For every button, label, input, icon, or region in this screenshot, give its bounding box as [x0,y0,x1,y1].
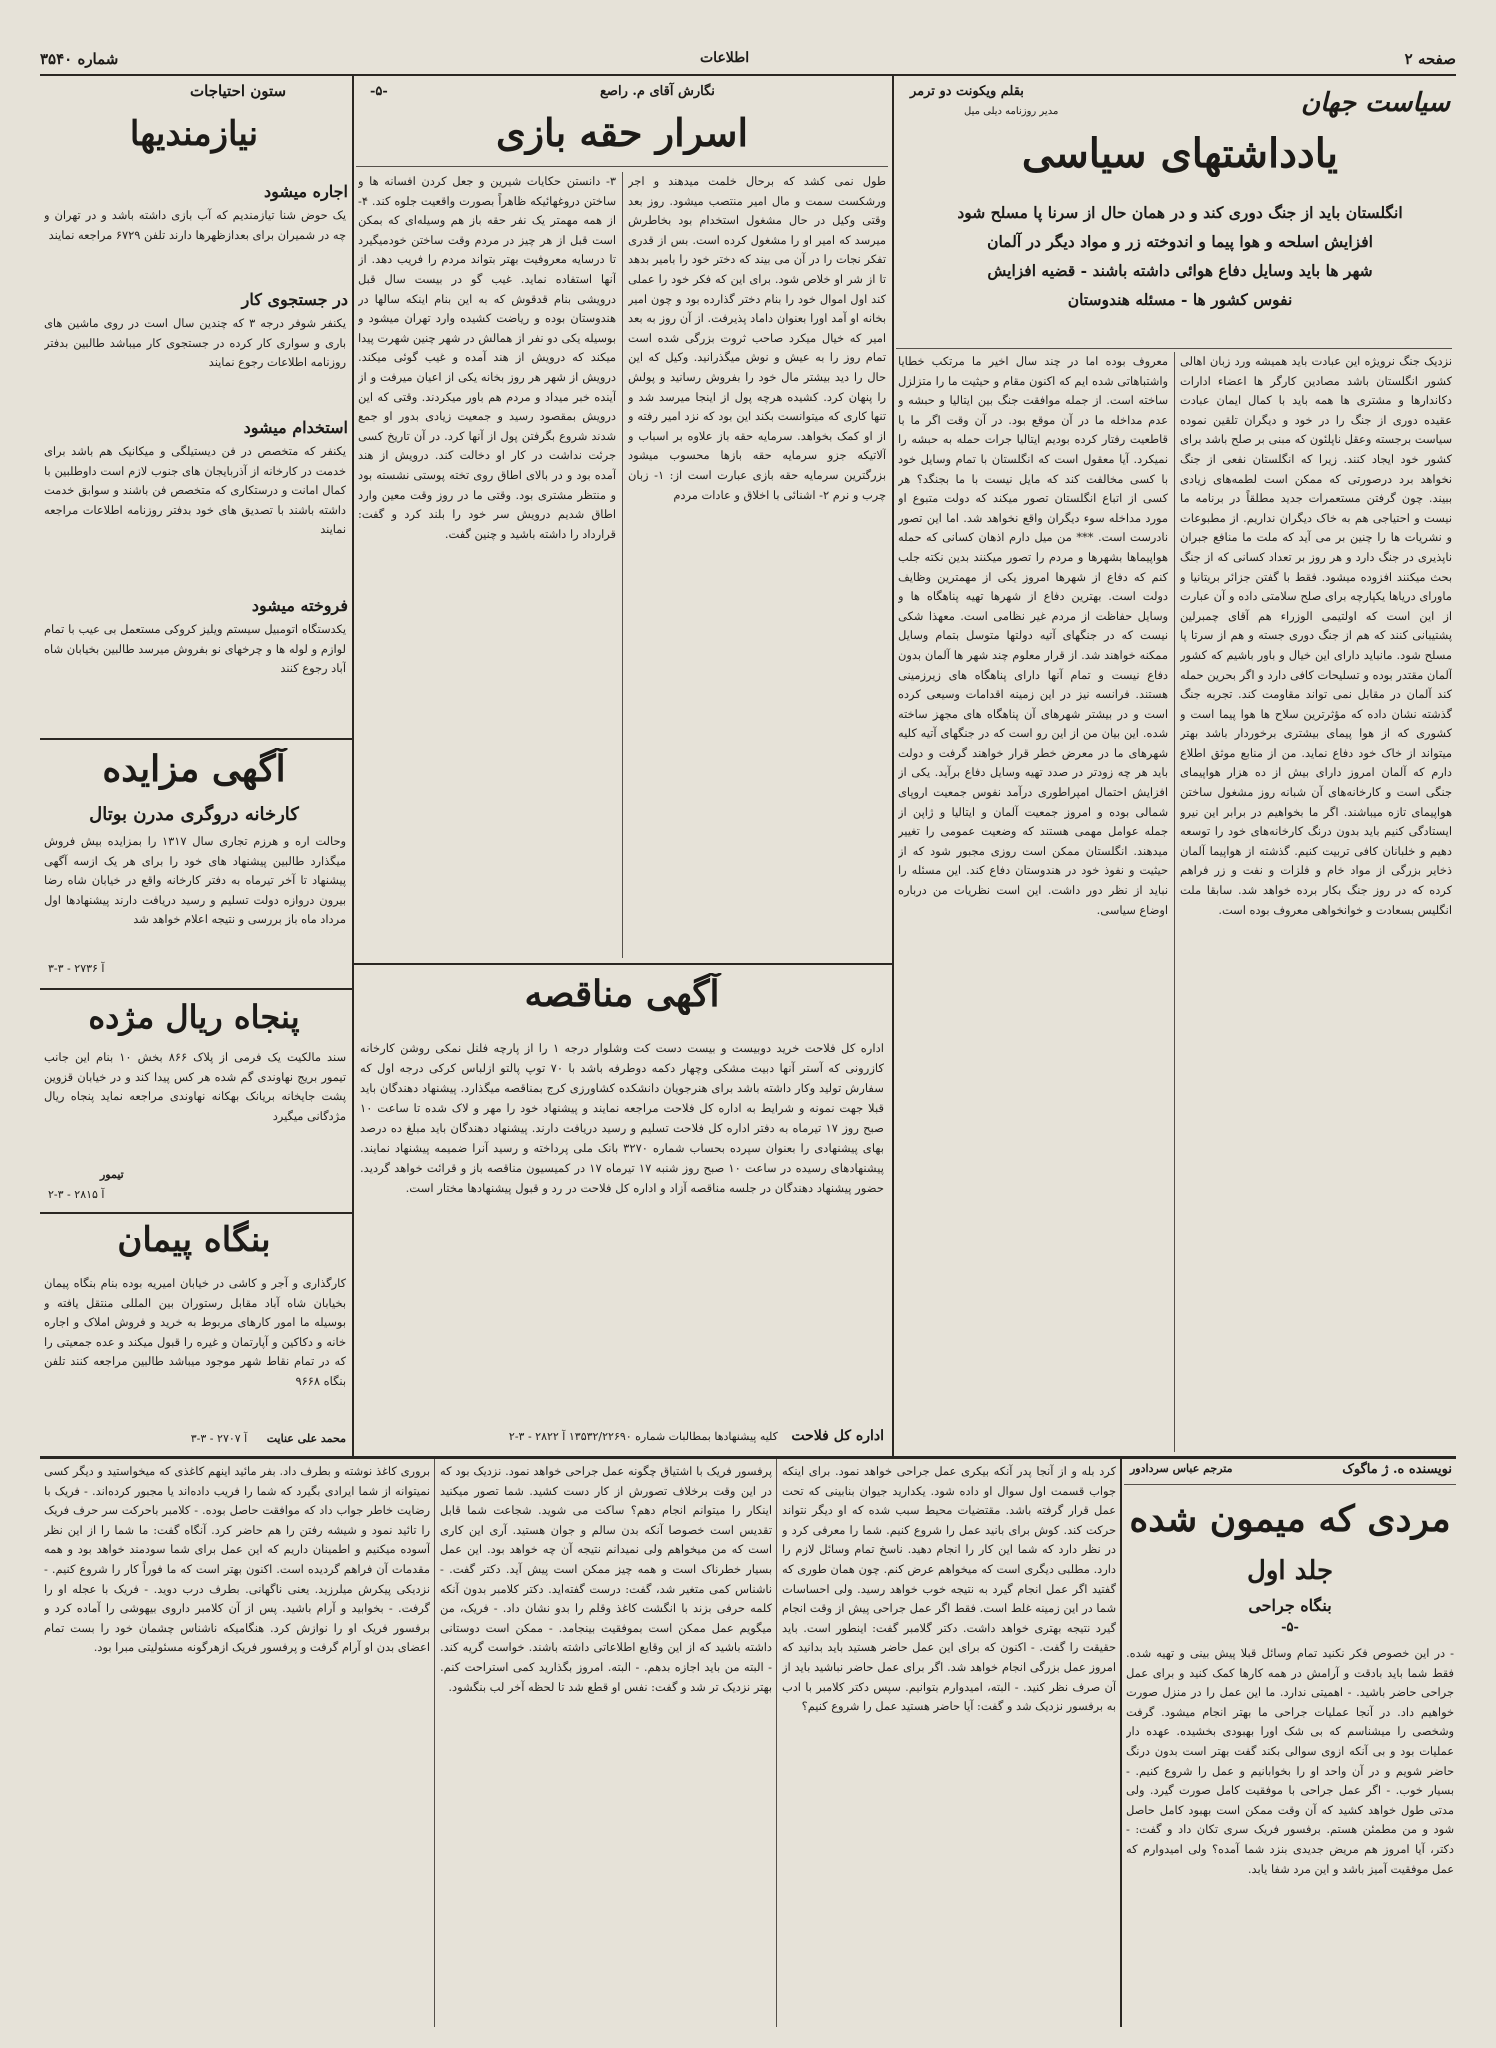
divider-tender-top [352,963,892,965]
peyman-signer: محمد علی عنایت [266,1432,346,1445]
subtitle-line: شهر ها باید وسایل دفاع هوائی داشته باشند - قضیه افزایش [987,261,1373,280]
tender-reference: کلیه پیشنهادها بمطالبات شماره ۱۳۵۳۲/۲۲۶۹۰ آ ۲۸۲۲ - ۳-۲ [508,1430,778,1443]
subtitle-line: نفوس کشور ها - مسئله هندوستان [1067,290,1293,309]
peyman-title: بنگاه پیمان [117,1220,271,1260]
reward-body: سند مالکیت یک فرمی از پلاک ۸۶۶ بخش ۱۰ بنام این جانب تیمور بریج نهاوندی گم شده هر کس پیدا کند و در خیابان قزوین پشت جایخانه بریانک بهکانه نهاوندی مراجعه نماید پنجاه ریال مژدگانی میگیرد [44,1050,346,1123]
divider-politics [892,76,894,1458]
novel-divider-2 [776,1459,777,2027]
hoqqe-col-2: ۳- دانستن حکایات شیرین و جعل کردن افسانه ها و ساختن دروغهائیکه ظاهراً بصورت واقعیت جلوه کند. ۴- از همه مهمتر یک نفر حقه باز هم وسیله‌ای که بمکن است قبل از هر چیز در مردم وقت ساختن خودمیگیرد تا درسایه معروفیت بهتر بتواند مردم را فریب دهد. از آنها استفاده نماید. غیب گو در بیست سال قبل درویشی بنام قدقوش که به این بنام اینکه سالها در هندوستان بوده و ریاضت کشیده وارد تهران میشود و بوسیله یکی دو نفر از همالش در شهر چنین شهرت پیدا میکند که درویش از هند آمده و غیب گوئی میکند. درویش از شهر هر روز بخانه یکی از اعیان میرفت و از آینده خبر میداد و مردم هم باور میکردند. وقتی که این درویش بمقصود رسید و جمعیت زیادی بدور او جمع شدند شروع بگرفتن پول از آنها کرد. در آن تاریخ کسی جرئت نداشت در کار او دخالت کند. درویش از هند آمده بود و در بالای اطاق روی تخته پوستی نشسته بود و منتظر مشتری بود. وقتی ما در روز وقت معین وارد اطاق شدیم درویش سر خود را بلند کرد و گفت: قرارداد را داشته باشید و چنین گفت. [358,174,616,541]
reward-code: آ ۲۸۱۵ - ۳-۲ [48,1188,105,1201]
politics-subtitles [904,198,1456,346]
needs-heading-job-search: در جستجوی کار [241,290,348,309]
masthead-rule [40,74,1456,76]
needs-text-sale: یکدستگاه اتومبیل سیستم ویلیز کروکی مستعمل بی عیب با تمام لوازم و لوله ها و چرخهای نو بفروش میرسد طالبین بخیابان شاه آباد رجوع کنند [44,622,346,676]
byline: بقلم ویکونت دو ترمر [910,84,1024,99]
novel-col-2: کرد بله و از آنجا پدر آنکه بیکری عمل جراحی خواهد نمود. برای اینکه جواب قسمت اول سوال او داده شود. یکدارید جیوان بنابینی که تحت عمل قرار گرفته باشد. مقتضیات محیط سبب شده که او دیگر نتواند حرکت کند. کوش برای بانید عمل را شروع کنیم. شما را معرفی کرد و در نظر دارد که شما این کار را انجام دهید. ناسخ تمام وسائل لازم را دارد. مطلبی دیگری است که میخواهم عرض کنم. چون همان طوری که گفتید اگر عمل انجام گیرد به نتیجه خوب خواهد رسید. ولی احساسات شما در این زمینه غلط است. فقط اگر عمل جراحی پیش از وقت انجام گیرد نتیجه بهتری خواهد داشت. دکتر گلامبر گفت: اینطور است. باید حقیقت را گفت. - اکنون که برای این عمل حاضر هستید باید بدانید که امروز عمل بزرگی انجام خواهد شد. اگر برای عمل حاضر نباشید باید از آن صرف نظر کنید. - البته، امیدوارم بتوانیم. سپس دکتر کلامبر با ادب به برفسور نزدیک شد و گفت: آیا حاضر هستید عمل را شروع کنیم؟ [782,1464,1116,1714]
politics-col-divider [1174,352,1175,1452]
page-number: صفحه ۲ [1404,50,1456,68]
novel-episode: -۵- [1281,1620,1299,1635]
novel-col-1: - در این خصوص فکر نکنید تمام وسائل قبلا پیش بینی و تهیه شده. فقط شما باید بادقت و آرامش در همه کارها کمک کنید و برای عمل جراحی حاضر باشید. - اهمیتی ندارد. ما این عمل را در منزل صورت خواهیم داد. در آنجا عملیات جراحی ما بهتر انجام میشود. گرفت وشخصی را میشناسم که بی شک اورا بهبودی بخشیده. عهده دار عملیات بود و بی آنکه ازوی سوالی بکند گفت بهتر است بدون درنگ حاضر شویم و در آن واحد او را بخوابانیم و عمل را شروع کنیم. - بسیار خوب. - اگر عمل جراحی با موفقیت کامل صورت گیرد. ولی مدتی طول خواهد کشید که آن وقت ممکن است بهبود کامل حاصل شود و من مطمئن هستم. برفسور فریک سری تکان داد و گفت: - دکتر، آیا امروز هم مریض جدیدی بنزد شما آمده؟ ولی امیدوارم که عمل موفقیت آمیز باشد و این مرد شفا یابد. [1126,1646,1454,1876]
auction-body: وحالت اره و هرزم تجاری سال ۱۳۱۷ را بمزایده بیش فروش میگذارد طالبین پیشنهاد های خود را برای هر یک ازسه آگهی پیشنهاد تا آخر تیرماه به دفتر کارخانه واقع در خیابان شاه رضا بیرون دروازه دولت تسلیم و رسید دریافت دارند پیشنهادها اول مرداد ماه باز بررسی و نتیجه اعلام خواهد شد [44,834,346,927]
byline-sub: مدیر روزنامه دیلی میل [964,106,1059,117]
section-title: سیاست جهان [1301,88,1450,118]
subtitle-line: انگلستان باید از جنگ دوری کند و در همان حال از سرنا پا مسلح شود [957,203,1403,222]
peyman-footer [44,1432,346,1445]
needs-text-hiring: یکنفر که متخصص در فن دیستیلگی و میکانیک هم باشد برای خدمت در کارخانه از آذربایجان های جنوب لازم است داوطلبین با کمال امانت و درستکاری که متخصص فن باشند و سوابق خدمت داشته باشند با تصدیق های خود بدفتر روزنامه اطلاعات مراجعه نمایند [44,444,346,537]
newspaper-page [40,48,1456,2028]
hoqqe-col-divider [622,172,623,958]
reward-signer: تیمور [100,1168,124,1181]
hoqqe-rule [356,166,888,167]
novel-title: مردی که میمون شده [1129,1498,1451,1540]
novel-rule [1124,1484,1456,1485]
peyman-body: کارگذاری و آجر و کاشی در خیابان امیریه بوده بنام بنگاه پیمان بخیابان شاه آباد مقابل رستوران بین المللی منتقل یافته و بوسیله ما امور کارهای مربوط به خرید و فروش املاک و اجاره خانه و دکاکین و آپارتمان و غیره را قبول میکند و عده جمعیتی را که در تمام نقاط شهر موجود میباشد طالبین مراجعه کنند تلفن بنگاه ۹۶۶۸ [44,1276,346,1388]
auction-rule [40,988,352,990]
novel-col-4: بروری کاغذ نوشته و بطرف داد. بفر مائید اینهم کاغذی که میخواستید و دیگر کسی نمیتوانه از شما ایرادی بگیرد که شما را فریب داده‌اند یا مجبور کرده‌اند. - فریک با رضایت خاطر جواب داد که موافقت حاصل بوده. - کلامبر باحرکت سر حرف فریک را تائید نمود و شیشه رفتن را هم حاضر کرد. آنگاه گفت: ما شما را از این نظر آسوده میکنیم و اطمینان داریم که این عمل برای شما سودمند خواهد بود و همه مقدمات آن فراهم گردیده است. اکنون بهتر است که ما فوراً کار را شروع کنیم. - نزدیکی پیکرش میلرزید. یعنی ناگهانی. بطرف درب دوید. - فریک با عجله او را گرفت. - بخوابید و آرام باشید. پس از آن کلامبر داروی بیهوشی را آماده کرد و برفسور فریک او را نوازش کرد. هنگامیکه ناشناس چشمان خود را بست تمام اعضای بدن او آرام گرفت و پرفسور فریک ازهرگونه مسئولیتی مبرا بود. [44,1464,430,1655]
tender-title: آگهی مناقصه [524,973,720,1015]
tender-body: اداره کل فلاحت خرید دوبیست و بیست دست کت وشلوار درجه ۱ را از پارچه فلنل نمکی روشن کارخانه کازرونی که آستر آنها دبیت مشکی وچهار دکمه دوطرفه باشد با ۷۰ توپ پالتو ازلباس کرکی درجه اول که سفارش تولید وکار داشته باشد برای هنرجویان دانشکده کشاورزی کرج بمناقصه میگذارد. پیشنهاد دهندگان باید قبلا جهت نمونه و شرایط به اداره کل فلاحت مراجعه نمایند و پیشنهاد خود را مهر و لاک شده تا ساعت ۱۰ صبح روز ۱۷ تیرماه به دفتر اداره کل فلاحت تسلیم و رسید دریافت دارند. پیشنهاد دهندگان باید مبلغ ده درصد بهای پیشنهادی را بعنوان سپرده بحساب شماره ۳۲۷۰ بانک ملی پرداخته و رسید آنرا ضمیمه پیشنهاد نمایند. پیشنهادهای رسیده در ساعت ۱۰ صبح روز شنبه ۱۷ تیرماه ۱۷ در کمیسیون مناقصه باز و قرائت خواهد گردید. حضور پیشنهاد دهندگان در جلسه مناقصه آزاد و اداره کل فلاحت در رد و قبول پیشنهادها مختار است. [360,1041,884,1195]
politics-title: یادداشتهای سیاسی [1021,130,1339,177]
paper-name: اطلاعات [700,50,750,66]
auction-code: آ ۲۷۳۶ - ۳-۳ [48,962,105,975]
reward-title: پنجاه ریال مژده [88,998,300,1036]
auction-subtitle: کارخانه دروگری مدرن بوتال [89,804,299,825]
subtitle-line: افزایش اسلحه و هوا پیما و اندوخته زر و مواد دیگر در آلمان [987,232,1373,251]
hoqqe-title: اسرار حقه بازی [495,110,749,155]
novel-translator: مترجم عباس سردادور [1130,1462,1233,1475]
hoqqe-col-1: طول نمی کشد که برحال خلمت میدهند و اجر ورشکست سمت و مال امیر منتصب میشود. روز بعد وقتی وکیل در حال مشغول استخدام بود بخاطرش میرسد که امیر او را مشغول کرده است. بس از قدری تفکر نجات را در آن می بیند که دختر خود را بامیر بدهد تا از شر او خلاص شود. برای این که فکر خود را عملی کند اول اموال خود را بنام دختر گذارده بود و چون امیر بخانه او آمد اورا بعنوان داماد پذیرفت. از آن روز به بعد امیر که خیال میکرد صاحب ثروت بزرگی شده است تمام روز را به عیش و نوش میگذرانید. وکیل که این حال را دید بیشتر مال خود را بفروش رسانید و پولش را پنهان کرد. کشیده هرچه پول از اینجا میرسد شد و تنها کاری که میتوانست بکند این بود که نزد امیر رفته و از او کمک بخواهد. سرمایه حقه باز علاوه بر اسباب و آلاتیکه جزو سرمایه حقه بازها محسوب میشود بزرگترین سرمایه حقه بازی عبارت است از: ۱- زبان چرب و نرم ۲- اشنائی با اخلاق و عادات مردم [628,174,886,502]
needs-text-rent: یک حوض شنا تیازمندیم که آب بازی داشته باشد و در تهران و چه در شمیران برای بعدازظهرها دارند تلفن ۶۷۲۹ مراجعه نمایند [44,208,346,242]
issue-number: شماره ۳۵۴۰ [40,50,119,68]
needs-heading-rent: اجاره میشود [264,182,348,201]
needs-rule [40,738,352,740]
politics-col-2: معروف بوده اما در چند سال اخیر ما مرتکب خطایا واشتباهاتی شده ایم که اکنون مقام و حیثیت ما را متزلزل ساخته است. از جمله موافقت جنگ بین ایتالیا و حبشه و عدم مداخله ما در آن موقع بود. در آن وقت اگر ما با قاطعیت رفتار کرده بودیم ایتالیا جرات حمله به حبشه را نمیکرد. آیا معقول است که انگلستان با تمام وسایل خود با کسی مخالفت کند که مایل نیست با ما بجنگد؟ هر کسی از اتباع انگلستان تصور میکند که دولت متبوع او مورد مداخله سوء دیگران واقع نخواهد شد. اما این تصور نادرست است. *** من میل دارم اذهان کسانی که حمله هواپیماها بشهرها و مردم را تصور میکنند بدین نکته جلب کنم که دفاع از شهرها امروز یکی از مهمترین وظایف دولت است. بهترین دفاع از شهرها تهیه پناهگاه ها و وسایل حفاظت از مردم غیر نظامی است. معهذا شکی نیست که در جنگهای آتیه دولتها متوسل بتمام وسایل ممکنه خواهند شد. از قرار معلوم چند شهر ها آلمان بدون دفاع نیست و تمام آنها دارای پناهگاه های زیرزمینی هستند. فرانسه نیز در این زمینه اقدامات وسیعی کرده است و در بیشتر شهرهای آن پناهگاه های مجهز ساخته شده. این بیان من از این رو است که در جنگهای آتیه کلیه شهرهای ما در معرض خطر قرار خواهند گرفت و دولت باید هر چه زودتر در صدد تهیه وسایل دفاع برآید. یکی از افزایش احتمال امپراطوری درآمد نفوس جمعیت اروپای شمالی بوده و امروز جمعیت آلمان و ایتالیا و ژاپن از جمله عوامل مهمی هستند که وضعیت عمومی را تغییر میدهند. انگلستان ممکن است روزی مجبور شود که از حیثیت و نفوذ خود در هندوستان دفاع کند. این مسئله را نباید از نظر دور داشت. این است نظریات من درباره اوضاع سیاسی. [898,354,1168,917]
novel-divider-3 [434,1459,435,2027]
divider-bottom-half [40,1456,1456,1459]
peyman-code: آ ۲۷۰۷ - ۳-۳ [190,1432,248,1445]
hoqqe-byline: نگارش آقای م. راصع [600,84,715,99]
reward-rule [40,1212,352,1214]
needs-text-job-search: یکنفر شوفر درجه ۳ که چندین سال است در روی ماشین های باری و سواری کار کرده در جستجوی کار میباشد طالبین بدفتر روزنامه اطلاعات رجوع نمایند [44,316,346,370]
novel-chapter: بنگاه جراحی [1248,1596,1332,1615]
auction-title: آگهی مزایده [102,748,286,790]
novel-volume: جلد اول [1246,1556,1334,1586]
politics-col-1: نزدیک جنگ نرویژه این عبادت باید همیشه ورد زبان اهالی کشور انگلستان باشد مصادین کارگر ها اعضاء ادارات دکاندارها و مشتری ها همه باید با کمال ایمان عبادت عقیده دوری از جنگ را در خود و دیگران تلقین نموده سیاست برجسته وعقل ناپلئون که مبنی بر صلح باشد برای کشور خود ایجاد کنند. زیرا که انگلستان نفعی از جنگ نخواهد برد درصورتی که ممکن است لطمه‌های زیادی ببیند. چون گرفتن مستعمرات جدید مطلقاً در برنامه ما نیست و احتیاجی هم به خاک دیگران نداریم. از مطبوعات و نشریات ها را چنین بر می آید که ملت ما منافع جبران ناپذیری در جنگ دارد و هر روز بر تعداد کسانی که از جنگ بحث میکنند افزوده میشود. فقط با گفتن جزائر بریتانیا و ماورای دریاها یکپارچه برای صلح سلامتی داده و آن عبارت از این است که اولتیمی الوزراء هم آقای چمبرلین پشتیبانی کنند که هم از جنگ دوری جسته و هم از سرتا پا مسلح شود. مانباید دارای این خیال و باور باشیم که کشور آلمان مقتدر بوده و تسلیحات کافی دارد و اگر بحرین حمله کند آلمان در مقابل نمی تواند مقاومت کند. تجربه جنگ گذشته نشان داده که مؤثرترین سلاح ها هوا پیما است و کشوری که از هوا پیمای بیشتری برخوردار باشد بهتر میتواند از خاک خود دفاع نماید. من از منابع موثق اطلاع دارم که آلمان امروز دارای بیش از ده هزار هواپیمای جنگی است و کارخانه‌های آن شبانه روز مشغول ساختن هواپیمای تازه میباشند. اگر ما بخواهیم در برابر این نیرو ایستادگی کنیم باید بدون درنگ کارخانه‌های خود را توسعه دهیم و خلبانان کافی تربیت کنیم. گذشته از هواپیما آلمان ذخایر بزرگی از مواد خام و فلزات و نفت و زر فراهم کرده که در روز جنگ بکار برده خواهد شد. سابقا ملت انگلیس بسعادت و خوانخواهی معروف بوده است. [1180,354,1452,917]
hoqqe-episode: -۵- [370,84,388,99]
politics-rule [896,348,1452,349]
novel-author: نویسنده ه. ژ ماگوک [1342,1462,1452,1477]
tender-footer [360,1428,884,1444]
needs-heading-hiring: استخدام میشود [243,418,348,437]
novel-col-3: پرفسور فریک با اشتیاق چگونه عمل جراحی خواهد نمود. نزدیک بود که در این وقت برخلاف تصورش از کار دست کشید. شما تصور میکنید اینکار را میتوانم انجام دهم؟ ساکت می شوید. شجاعت شما قابل تقدیس است خصوصا آنکه بدن سالم و جوان هستید. آری این کاری است که من میخواهم ولی نمیدانم نتیجه آن چه خواهد بود. این عمل بسیار خطرناک است و همه چیز ممکن است پیش آید. دکتر گفت. - ناشناس کمی متغیر شد، گفت: درست گفته‌اید. دکتر کلامبر بدون آنکه کلمه حرفی بزند با انگشت کاغذ وقلم را بدو نشان داد. - فریک، من میگویم عمل ممکن است بموفقیت بینجامد. - ممکن است دوستانی داشته باشید که از این وقایع اطلاعاتی داشته باشند. خواست گریه کند. - البته من باید اجازه بدهم. - البته. امروز بگذارید کمی استراحت کنم. بهتر نزدیک تر شد و گفت: نفس او قطع شد تا لحظه آخر لب بنگشود. [440,1464,772,1694]
needs-title: نیازمندیها [129,114,259,154]
divider-needs [352,76,354,1458]
novel-divider-1 [1120,1459,1122,2027]
needs-heading-sale: فروخته میشود [251,596,348,615]
tender-signer: اداره کل فلاحت [791,1428,884,1444]
needs-section: ستون احتیاجات [190,82,287,100]
